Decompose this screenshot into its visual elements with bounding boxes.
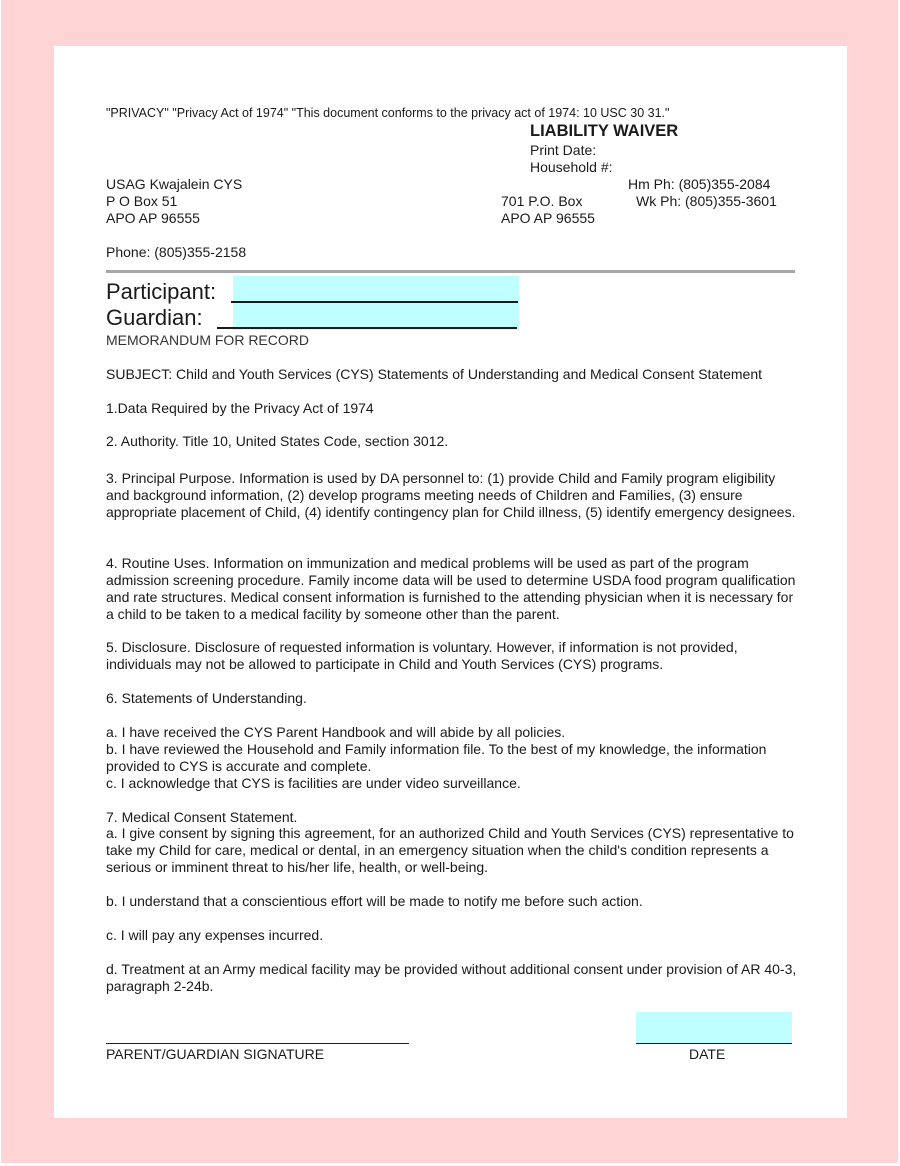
paragraph-7-heading: 7. Medical Consent Statement.	[106, 809, 298, 825]
family-home-phone: Hm Ph: (805)355-2084	[628, 176, 771, 192]
date-input[interactable]	[636, 1012, 792, 1044]
paragraph-6c: c. I acknowledge that CYS is facilities are under video surveillance.	[106, 775, 521, 791]
paragraph-5-disclosure: 5. Disclosure. Disclosure of requested information is voluntary. However, if information is not provided, individuals may not be allowed to participate in Child and Youth Services (CYS) programs.	[106, 639, 738, 672]
participant-input[interactable]	[233, 276, 519, 303]
signature-label: PARENT/GUARDIAN SIGNATURE	[106, 1046, 325, 1062]
guardian-input[interactable]	[233, 303, 519, 330]
paragraph-2-authority: 2. Authority. Title 10, United States Code, section 3012.	[106, 433, 449, 449]
paragraph-3-purpose: 3. Principal Purpose. Information is used by DA personnel to: (1) provide Child and Family program eligibility and background information, (2) develop programs meeting needs of Children and Families, (3) ensure appropriate placement of Child, (4) identify contingency plan for Child illness, (5) identify emergency designees.	[106, 470, 796, 520]
paragraph-7c: c. I will pay any expenses incurred.	[106, 927, 324, 943]
org-name: USAG Kwajalein CYS	[106, 176, 243, 192]
org-phone: Phone: (805)355-2158	[106, 244, 247, 260]
document-title: LIABILITY WAIVER	[530, 122, 679, 140]
print-date-label: Print Date:	[530, 142, 597, 158]
household-label: Household #:	[530, 159, 613, 175]
memo-heading: MEMORANDUM FOR RECORD	[106, 332, 309, 348]
org-address-line2: APO AP 96555	[106, 210, 200, 226]
paragraph-6a: a. I have received the CYS Parent Handbook and will abide by all policies.	[106, 724, 566, 740]
paragraph-4-routine-uses: 4. Routine Uses. Information on immunization and medical problems will be used as part of the program admission screening procedure. Family income data will be used to determine USDA food program qualification and rate structures. Medical consent information is furnished to the attending physician when it is necessary for a child to be taken to a medical facility by someone other than the parent.	[106, 555, 796, 622]
privacy-notice: "PRIVACY" "Privacy Act of 1974" "This document conforms to the privacy act of 1974: 10 USC 30 31."	[106, 106, 670, 120]
participant-label: Participant:	[106, 279, 217, 304]
signature-line[interactable]	[106, 1043, 409, 1044]
family-address-line2: APO AP 96555	[501, 210, 595, 226]
paragraph-7b: b. I understand that a conscientious effort will be made to notify me before such action.	[106, 893, 643, 909]
family-address-line1: 701 P.O. Box	[501, 193, 583, 209]
paragraph-6b: b. I have reviewed the Household and Family information file. To the best of my knowledge, the information provided to CYS is accurate and complete.	[106, 741, 767, 774]
date-label: DATE	[689, 1046, 726, 1062]
paragraph-6-heading: 6. Statements of Understanding.	[106, 690, 307, 706]
header-divider	[106, 270, 795, 273]
family-work-phone: Wk Ph: (805)355-3601	[636, 193, 777, 209]
paragraph-7a: a. I give consent by signing this agreement, for an authorized Child and Youth Services (CYS) representative to take my Child for care, medical or dental, in an emergency situation when the child's condition represents a serious or imminent threat to his/her life, health, or well-being.	[106, 825, 794, 875]
subject-line: SUBJECT: Child and Youth Services (CYS) Statements of Understanding and Medical Consent Statement	[106, 366, 763, 382]
paragraph-1: 1.Data Required by the Privacy Act of 1974	[106, 400, 374, 416]
guardian-underline	[217, 327, 517, 329]
guardian-label: Guardian:	[106, 305, 203, 330]
org-address-line1: P O Box 51	[106, 193, 178, 209]
date-underline	[636, 1043, 792, 1044]
paragraph-7d: d. Treatment at an Army medical facility may be provided without additional consent under provision of AR 40-3, paragraph 2-24b.	[106, 961, 797, 994]
